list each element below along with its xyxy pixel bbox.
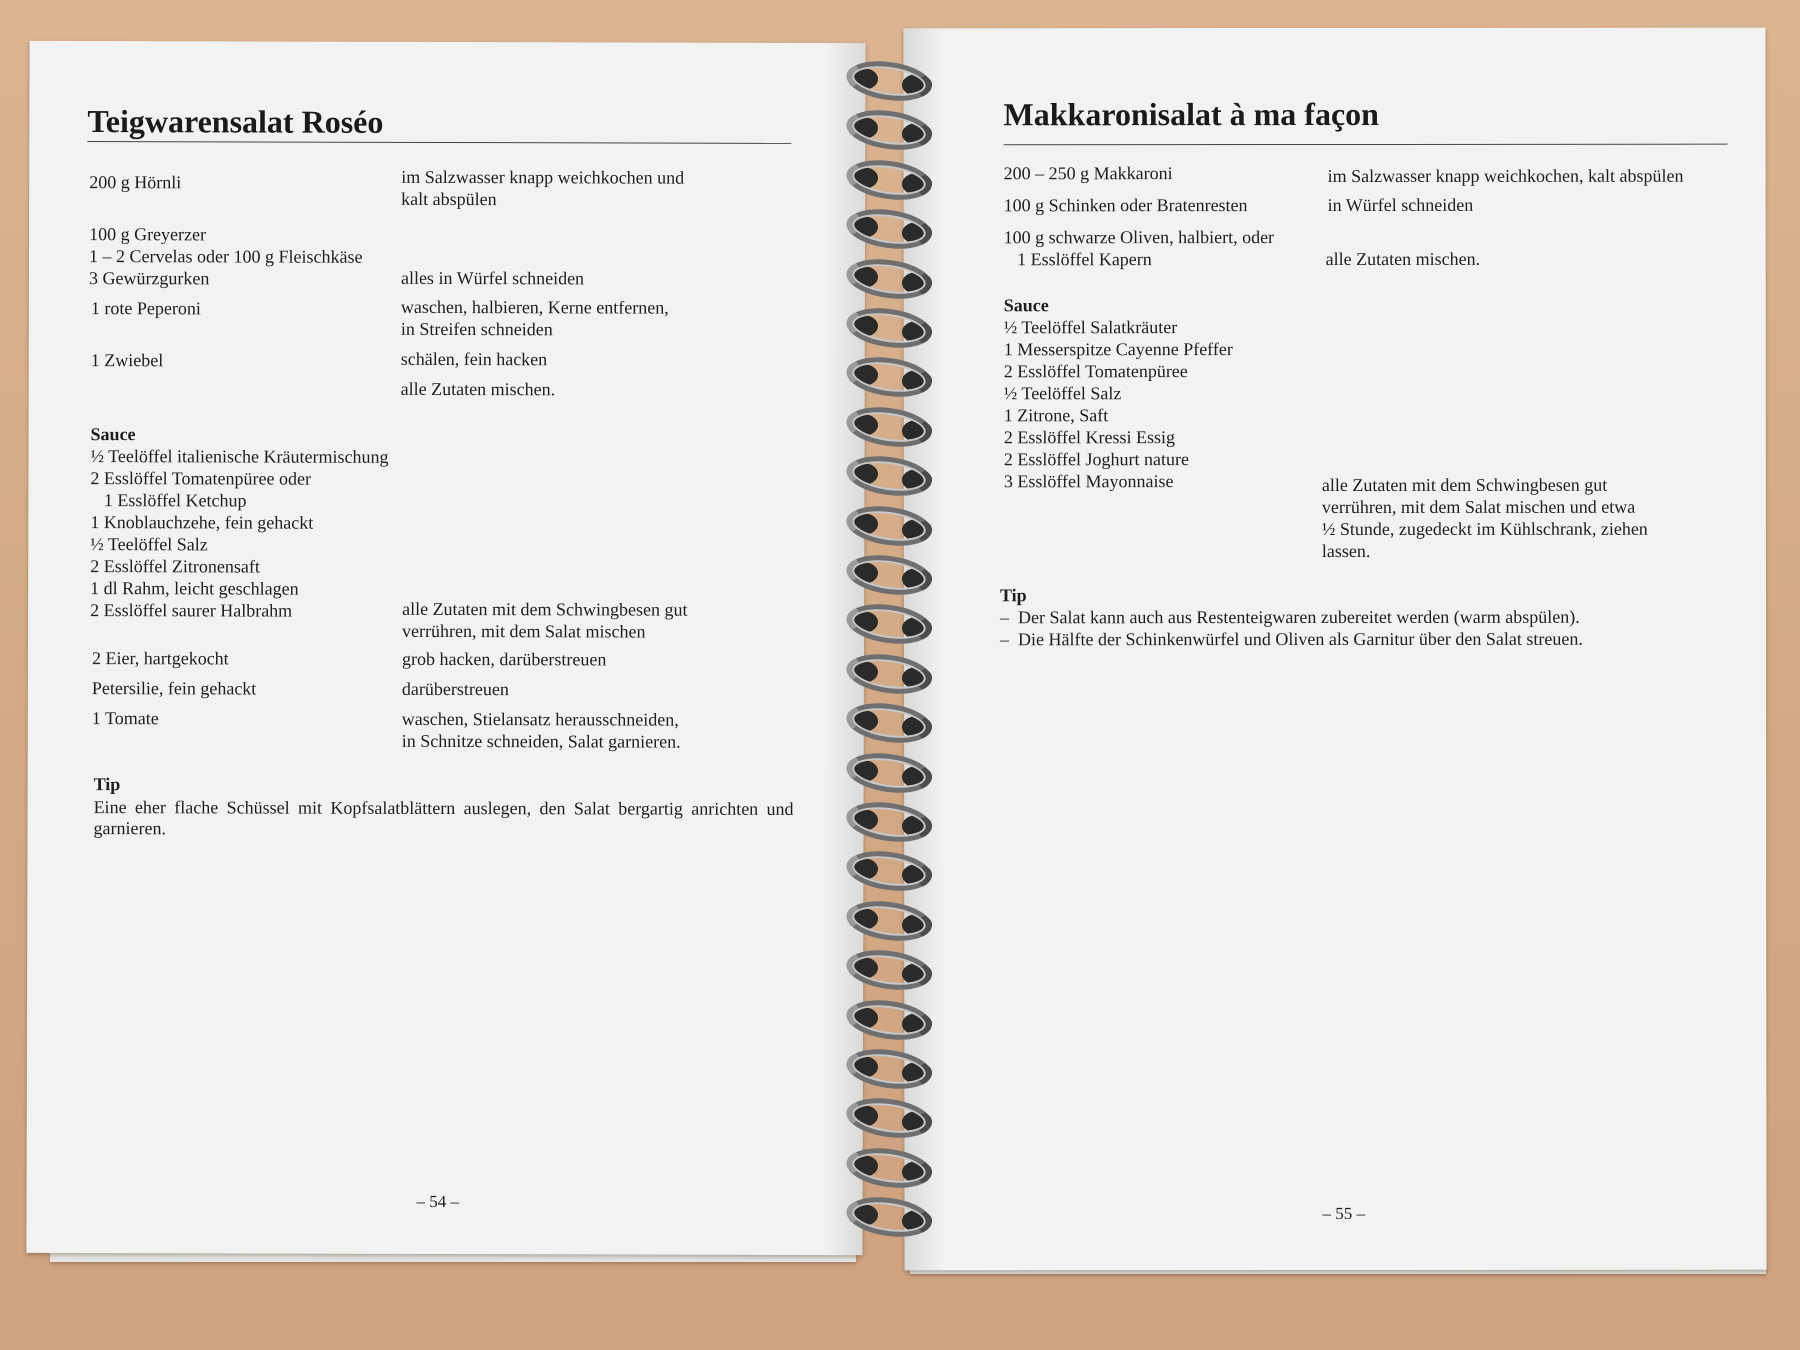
ingredient-qty: 1 Tomate [91, 708, 159, 729]
tip-list: – Der Salat kann auch aus Restenteigwaren zubereitet werden (warm abspülen). – Die Hälfte der Schinkenwürfel und Oliven als Garnitur über den Salat streuen. [999, 606, 1583, 650]
ingredient-step: waschen, Stielansatz herausschneiden, in Schnitze schneiden, Salat garnieren. [401, 708, 681, 752]
binding-coil-highlight [850, 1001, 927, 1039]
ingredient-step: darüberstreuen [401, 678, 509, 700]
sauce-ingredient-list: ½ Teelöffel Salatkräuter 1 Messerspitze Cayenne Pfeffer 2 Esslöffel Tomatenpüree ½ Teelöffel Salz 1 Zitrone, Saft 2 Esslöffel Kressi Essig 2 Esslöffel Joghurt nature 3 Esslöffel Mayonnaise [1003, 317, 1233, 492]
ingredient-qty: Petersilie, fein gehackt [91, 678, 257, 699]
ingredient-qty: 2 Eier, hartgekocht [91, 648, 229, 669]
title-rule [1004, 144, 1728, 146]
ingredient-step: alles in Würfel schneiden [400, 267, 585, 289]
tip-heading: Tip [999, 585, 1027, 606]
tip-text: Eine eher flache Schüssel mit Kopfsalatblättern auslegen, den Salat bergartig anrichten und garnieren. [93, 797, 794, 839]
sauce-heading: Sauce [90, 424, 136, 445]
ingredient-step: im Salzwasser knapp weichkochen, kalt abspülen [1327, 165, 1684, 187]
left-page [26, 41, 865, 1255]
recipe-title: Makkaronisalat à ma façon [1003, 95, 1379, 133]
ingredient-qty: 1 Zwiebel [90, 350, 164, 371]
page-number: – 55 – [1322, 1203, 1366, 1224]
ingredient-step: schälen, fein hacken [400, 348, 548, 370]
page-number: – 54 – [416, 1191, 460, 1212]
ingredient-qty: 100 g Greyerzer 1 – 2 Cervelas oder 100 g Fleischkäse 3 Gewürzgurken [88, 224, 363, 289]
ingredient-qty: 100 g schwarze Oliven, halbiert, oder 1 Esslöffel Kapern [1003, 227, 1275, 270]
ingredient-qty: 1 rote Peperoni [90, 298, 201, 319]
binding-coil-highlight [850, 260, 927, 298]
tip-heading: Tip [93, 774, 121, 795]
ingredient-step: alle Zutaten mischen. [400, 378, 556, 400]
spiral-binding [838, 52, 948, 1252]
binding-coil-highlight [850, 507, 927, 545]
ingredient-qty: 200 – 250 g Makkaroni [1003, 163, 1173, 184]
right-page [903, 28, 1766, 1271]
binding-coil-highlight [850, 754, 927, 792]
sauce-step: alle Zutaten mit dem Schwingbesen gut verrühren, mit dem Salat mischen [402, 598, 688, 642]
sauce-ingredient-list: ½ Teelöffel italienische Kräutermischung 2 Esslöffel Tomatenpüree oder 1 Esslöffel Ketchup 1 Knoblauchzehe, fein gehackt ½ Teelöffel Salz 2 Esslöffel Zitronensaft 1 dl Rahm, leicht geschlagen 2 Esslöffel saurer Halbrahm [90, 446, 389, 621]
ingredient-step: alle Zutaten mischen. [1325, 248, 1481, 270]
ingredient-step: waschen, halbieren, Kerne entfernen, in Streifen schneiden [400, 296, 669, 340]
recipe-title: Teigwarensalat Roséo [87, 103, 384, 140]
ingredient-qty: 100 g Schinken oder Bratenresten [1003, 195, 1248, 216]
ingredient-step: grob hacken, darüberstreuen [401, 648, 607, 670]
ingredient-step: im Salzwasser knapp weichkochen und kalt abspülen [401, 166, 685, 210]
ingredient-qty: 200 g Hörnli [89, 172, 182, 193]
sauce-heading: Sauce [1003, 295, 1049, 316]
ingredient-step: in Würfel schneiden [1327, 194, 1474, 216]
title-rule [87, 141, 791, 144]
sauce-step: alle Zutaten mit dem Schwingbesen gut verrühren, mit dem Salat mischen und etwa ½ Stunde, zugedeckt im Kühlschrank, ziehen lassen. [1321, 474, 1648, 562]
